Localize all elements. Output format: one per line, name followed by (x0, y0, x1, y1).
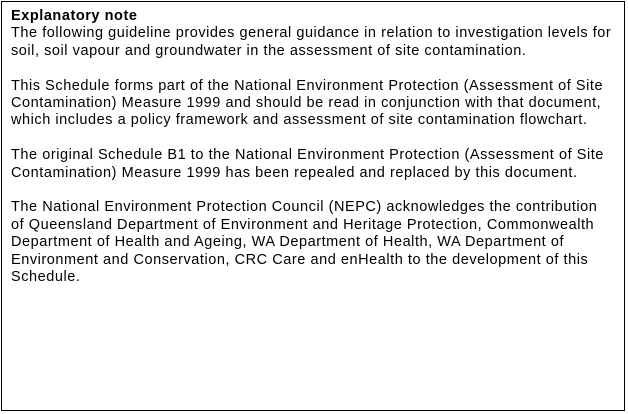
note-paragraph-acknowledgement: The National Environment Protection Council (NEPC) acknowledges the contribution of Queensland Department of Environment and Heritage Protection, Commonwealth Department of Health and Ageing, WA Department of Health, WA Department of Environment and Conservation, CRC Care and enHealth to the development of this Schedule. (11, 199, 598, 286)
note-heading: Explanatory note (11, 8, 138, 24)
note-paragraph-repealed: The original Schedule B1 to the National Environment Protection (Assessment of Site Contamination) Measure 1999 has been repealed and replaced by this document. (11, 147, 604, 181)
explanatory-note-box (1, 1, 625, 411)
note-paragraph-guidance: The following guideline provides general guidance in relation to investigation levels for soil, soil vapour and groundwater in the assessment of site contamination. (11, 25, 612, 59)
note-paragraph-schedule: This Schedule forms part of the National Environment Protection (Assessment of Site Contamination) Measure 1999 and should be read in conjunction with that document, which includes a policy framework and assessment of site contamination flowchart. (11, 77, 604, 129)
